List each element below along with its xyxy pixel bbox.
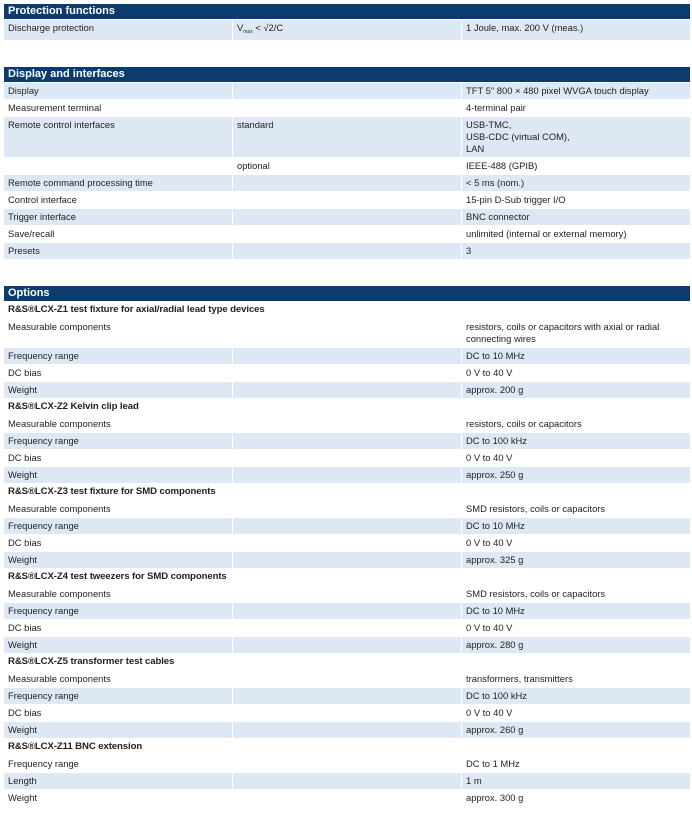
table-row — [4, 722, 690, 739]
spec-condition — [233, 175, 462, 191]
spec-label: Frequency range — [4, 433, 233, 449]
formula-subscript: max — [243, 29, 253, 35]
spec-condition — [233, 671, 462, 687]
table-row — [4, 83, 690, 100]
option-group-title: R&S®LCX-Z3 test fixture for SMD components — [4, 484, 690, 501]
section-title: Options — [4, 286, 690, 302]
spec-condition — [233, 688, 462, 704]
spec-condition — [233, 20, 462, 40]
spec-label: DC bias — [4, 450, 233, 466]
section-title: Display and interfaces — [4, 67, 690, 83]
spec-label: Measurable components — [4, 671, 233, 687]
spec-condition — [233, 450, 462, 466]
formula-v: V — [237, 22, 244, 33]
table-row — [4, 773, 690, 790]
table-row — [4, 175, 690, 192]
spec-condition — [233, 705, 462, 721]
spec-label: Measurable components — [4, 416, 233, 432]
spec-condition — [233, 467, 462, 483]
spec-label: Length — [4, 773, 233, 789]
spec-value: DC to 10 MHz — [466, 350, 525, 361]
option-group-title: R&S®LCX-Z11 BNC extension — [4, 739, 690, 756]
spec-condition — [233, 773, 462, 789]
spec-label: Control interface — [4, 192, 233, 208]
spec-label: Measurement terminal — [4, 100, 233, 116]
spec-value: 0 V to 40 V — [466, 452, 513, 463]
option-group-title: R&S®LCX-Z2 Kelvin clip lead — [4, 399, 690, 416]
protection-functions-section — [4, 4, 690, 41]
spec-label: Weight — [4, 722, 233, 738]
spec-condition — [233, 756, 462, 772]
spec-value: DC to 100 kHz — [466, 435, 527, 446]
display-interfaces-section — [4, 67, 690, 260]
table-row — [4, 243, 690, 260]
option-group-title: R&S®LCX-Z4 test tweezers for SMD components — [4, 569, 690, 586]
table-row — [4, 382, 690, 399]
option-group-title: R&S®LCX-Z5 transformer test cables — [4, 654, 690, 671]
table-row — [4, 586, 690, 603]
spec-value: SMD resistors, coils or capacitors — [466, 503, 606, 514]
table-row — [4, 501, 690, 518]
spec-label: DC bias — [4, 365, 233, 381]
formula-rest: < √2/C — [252, 22, 284, 33]
spec-condition — [233, 790, 462, 806]
spec-value: approx. 200 g — [466, 384, 524, 395]
spec-value: DC to 10 MHz — [466, 605, 525, 616]
spec-value: IEEE-488 (GPIB) — [466, 160, 538, 171]
spec-condition — [233, 722, 462, 738]
spec-value: resistors, coils or capacitors with axial or radial connecting wires — [466, 321, 660, 344]
spec-label: Weight — [4, 467, 233, 483]
spec-condition — [233, 382, 462, 398]
table-row — [4, 518, 690, 535]
spec-value: 15-pin D-Sub trigger I/O — [466, 194, 566, 205]
table-row — [4, 620, 690, 637]
spec-condition — [233, 365, 462, 381]
spec-condition — [233, 192, 462, 208]
spec-label: Save/recall — [4, 226, 233, 242]
spec-value: unlimited (internal or external memory) — [466, 228, 627, 239]
spec-value: approx. 280 g — [466, 639, 524, 650]
table-row — [4, 319, 690, 348]
spec-condition — [233, 603, 462, 619]
table-row — [4, 226, 690, 243]
spec-condition — [233, 535, 462, 551]
spec-label: DC bias — [4, 620, 233, 636]
options-section — [4, 286, 690, 807]
spec-value: approx. 325 g — [466, 554, 524, 565]
table-row — [4, 552, 690, 569]
spec-value: BNC connector — [466, 211, 530, 222]
spec-label: Measurable components — [4, 586, 233, 602]
spec-value: SMD resistors, coils or capacitors — [466, 588, 606, 599]
table-row — [4, 705, 690, 722]
spec-condition: standard — [233, 117, 462, 157]
spec-value: < 5 ms (nom.) — [466, 177, 525, 188]
spec-sheet-page — [0, 4, 692, 807]
table-row — [4, 467, 690, 484]
spec-condition — [233, 319, 462, 347]
spec-condition — [233, 416, 462, 432]
spec-label — [4, 158, 233, 174]
spec-label: Measurable components — [4, 501, 233, 517]
spec-value: 0 V to 40 V — [466, 622, 513, 633]
spec-label: Frequency range — [4, 348, 233, 364]
spec-label: Remote command processing time — [4, 175, 233, 191]
table-row — [4, 756, 690, 773]
table-row — [4, 790, 690, 807]
spec-value: 1 Joule, max. 200 V (meas.) — [466, 22, 584, 33]
spec-value: DC to 1 MHz — [466, 758, 520, 769]
spec-condition — [233, 209, 462, 225]
spec-label: DC bias — [4, 535, 233, 551]
table-row — [4, 192, 690, 209]
spec-condition — [233, 501, 462, 517]
table-row — [4, 637, 690, 654]
spec-condition — [233, 518, 462, 534]
spec-value: 0 V to 40 V — [466, 367, 513, 378]
spec-label: Frequency range — [4, 603, 233, 619]
spec-label: Weight — [4, 382, 233, 398]
table-row — [4, 158, 690, 175]
table-row — [4, 450, 690, 467]
spec-label: Frequency range — [4, 518, 233, 534]
table-row — [4, 348, 690, 365]
table-row — [4, 671, 690, 688]
table-row — [4, 603, 690, 620]
option-group-title: R&S®LCX-Z1 test fixture for axial/radial lead type devices — [4, 302, 690, 319]
spec-condition — [233, 552, 462, 568]
spec-condition — [233, 433, 462, 449]
table-row — [4, 209, 690, 226]
spec-condition — [233, 637, 462, 653]
options-rows — [4, 302, 690, 807]
table-row — [4, 117, 690, 158]
spec-condition — [233, 348, 462, 364]
spec-label: Weight — [4, 552, 233, 568]
table-row — [4, 365, 690, 382]
table-row — [4, 433, 690, 450]
spec-condition — [233, 243, 462, 259]
spec-condition — [233, 586, 462, 602]
spec-label: Presets — [4, 243, 233, 259]
spec-value: TFT 5" 800 × 480 pixel WVGA touch display — [466, 85, 649, 96]
table-row — [4, 416, 690, 433]
spec-value: 0 V to 40 V — [466, 707, 513, 718]
spec-label: Measurable components — [4, 319, 233, 347]
spec-label: Trigger interface — [4, 209, 233, 225]
spec-value: approx. 250 g — [466, 469, 524, 480]
spec-condition — [233, 83, 462, 99]
spec-value: transformers, transmitters — [466, 673, 573, 684]
spec-condition: optional — [233, 158, 462, 174]
spec-label: Frequency range — [4, 756, 233, 772]
spec-value: resistors, coils or capacitors — [466, 418, 582, 429]
spec-condition — [233, 620, 462, 636]
spec-label: Weight — [4, 790, 233, 806]
spec-value: 3 — [466, 245, 472, 256]
spec-value: 0 V to 40 V — [466, 537, 513, 548]
table-row — [4, 20, 690, 41]
display-rows — [4, 83, 690, 260]
spec-condition — [233, 226, 462, 242]
spec-label: DC bias — [4, 705, 233, 721]
spec-label: Weight — [4, 637, 233, 653]
spec-label: Display — [4, 83, 233, 99]
spec-value: DC to 10 MHz — [466, 520, 525, 531]
spec-label: Frequency range — [4, 688, 233, 704]
spec-label: Remote control interfaces — [4, 117, 233, 157]
spec-label: Discharge protection — [4, 20, 233, 40]
spec-value: DC to 100 kHz — [466, 690, 527, 701]
table-row — [4, 535, 690, 552]
table-row — [4, 100, 690, 117]
spec-value: 1 m — [466, 775, 482, 786]
spec-value: approx. 300 g — [466, 792, 524, 803]
spec-value: 4-terminal pair — [466, 102, 526, 113]
spec-condition — [233, 100, 462, 116]
table-row — [4, 688, 690, 705]
spec-value: approx. 260 g — [466, 724, 524, 735]
spec-value: USB-TMC, USB-CDC (virtual COM), LAN — [466, 119, 570, 154]
section-title: Protection functions — [4, 4, 690, 20]
